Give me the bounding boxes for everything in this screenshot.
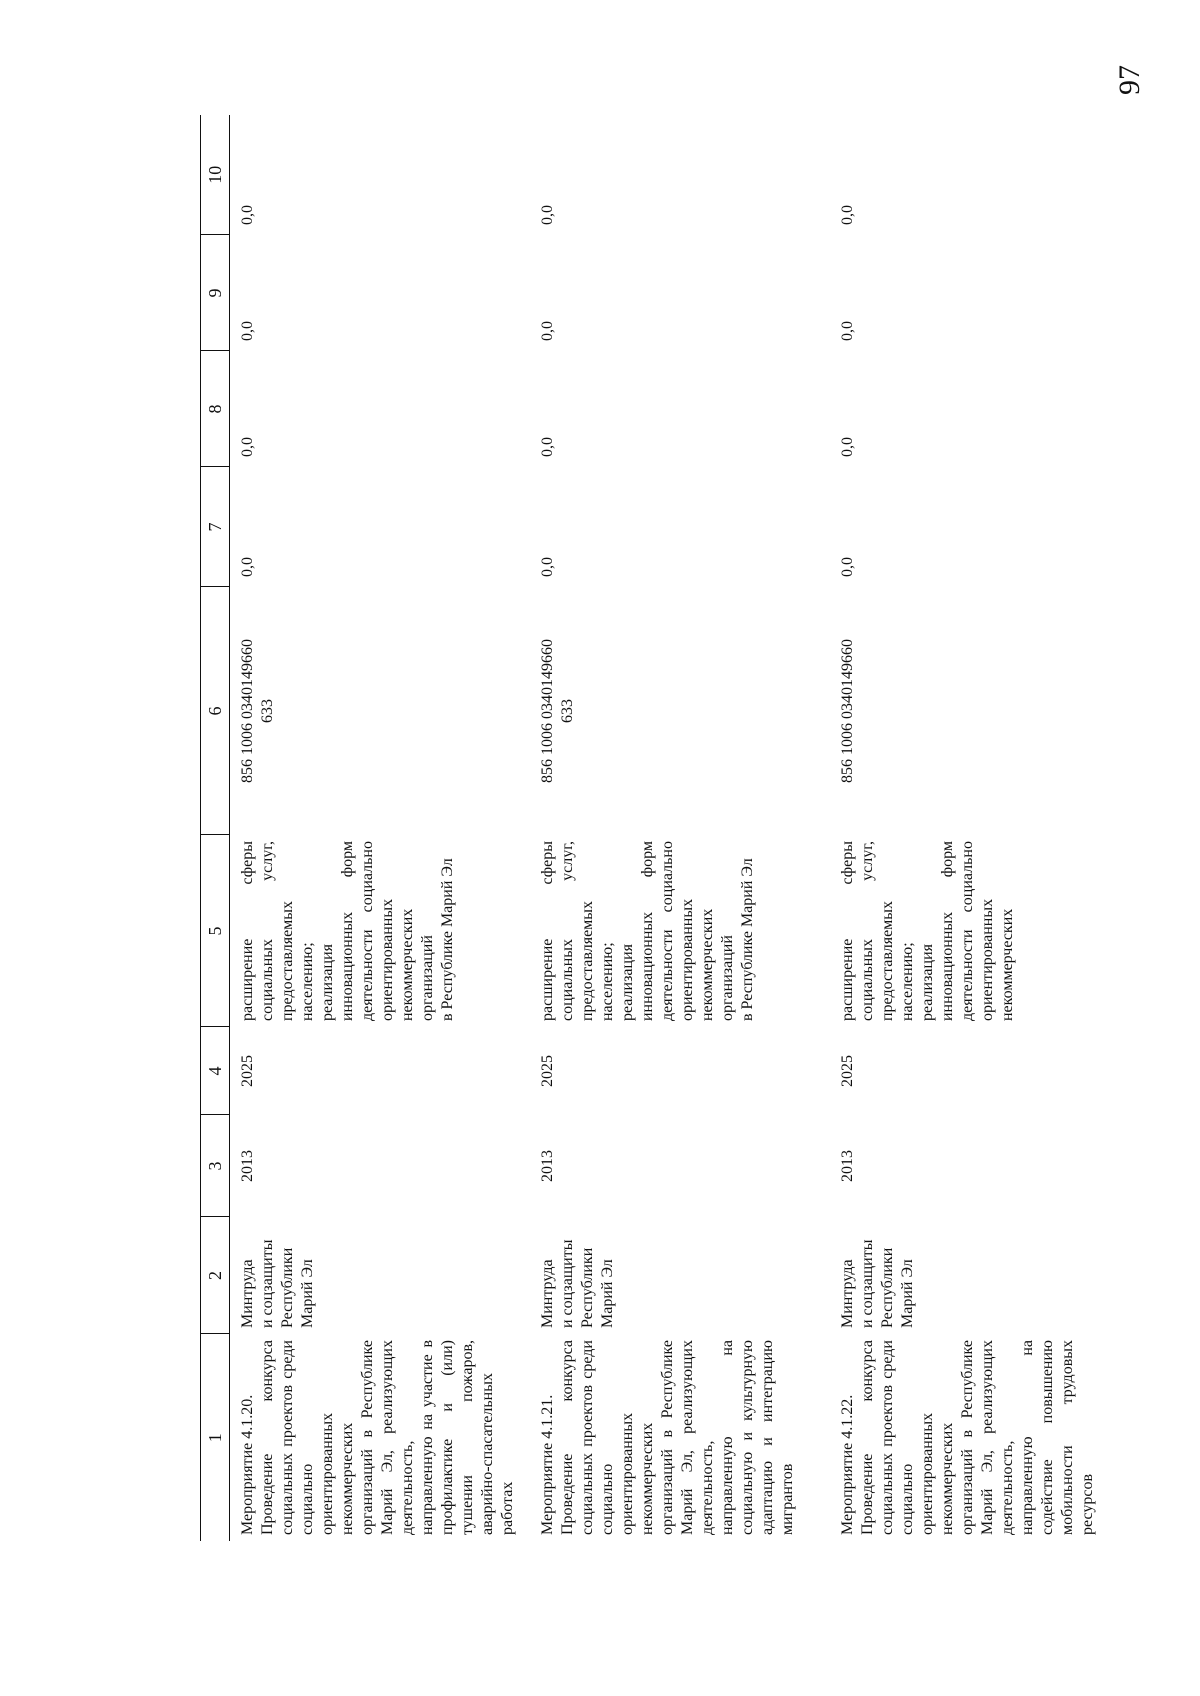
value-col-9: 0,0 <box>538 321 556 341</box>
executor: Минтруда и соцзащиты Республики Марий Эл <box>538 1239 616 1328</box>
header-col-10: 10 <box>201 115 230 235</box>
activity-description: Мероприятие 4.1.20. Проведение конкурса социальных проектов среди социально ориентированных некоммерческих организаций в Республике Марий Эл, реализующих деятельность, направленную на участие в профилактике и (или) тушении пожаров, аварийно-спасательных работах <box>239 1340 516 1535</box>
value-col-10: 0,0 <box>239 205 256 225</box>
page-number: 97 <box>1113 65 1146 95</box>
header-col-5: 5 <box>201 835 230 1027</box>
header-col-3: 3 <box>201 1115 230 1217</box>
header-col-6: 6 <box>201 587 230 835</box>
executor: Минтруда и соцзащиты Республики Марий Эл <box>239 1239 316 1328</box>
value-col-8: 0,0 <box>538 437 556 457</box>
header-col-8: 8 <box>201 351 230 467</box>
header-col-1: 1 <box>201 1334 230 1541</box>
header-col-2: 2 <box>201 1217 230 1334</box>
value-col-9: 0,0 <box>239 321 256 341</box>
expected-result: расширение сферы социальных услуг, предоставляемых населению; реализация инновационных форм деятельности социально ориентированных некоммерческих <box>838 841 1016 1021</box>
end-year: 2025 <box>838 1055 856 1087</box>
activity-description: Мероприятие 4.1.21. Проведение конкурса социальных проектов среди социально ориентированных некоммерческих организаций в Республике Марий Эл, реализующих деятельность, направленную на социальную и культурную адаптацию и интеграцию мигрантов <box>538 1340 796 1535</box>
budget-code: 856 1006 0340149660 633 <box>239 639 276 783</box>
value-col-10: 0,0 <box>538 205 556 225</box>
table-row <box>530 115 830 1541</box>
header-col-9: 9 <box>201 235 230 351</box>
value-col-8: 0,0 <box>239 437 256 457</box>
value-col-7: 0,0 <box>239 557 256 577</box>
budget-code: 856 1006 0340149660 633 <box>538 639 576 783</box>
value-col-8: 0,0 <box>838 437 856 457</box>
header-col-4: 4 <box>201 1027 230 1115</box>
value-col-9: 0,0 <box>838 321 856 341</box>
start-year: 2013 <box>838 1150 856 1182</box>
end-year: 2025 <box>239 1055 256 1087</box>
header-col-7: 7 <box>201 467 230 587</box>
value-col-7: 0,0 <box>838 557 856 577</box>
header-row <box>201 115 230 1541</box>
executor: Минтруда и соцзащиты Республики Марий Эл <box>838 1239 916 1328</box>
table-row <box>830 115 1098 1541</box>
end-year: 2025 <box>538 1055 556 1087</box>
start-year: 2013 <box>239 1150 256 1182</box>
budget-code: 856 1006 0340149660 <box>838 639 856 783</box>
expected-result: расширение сферы социальных услуг, предоставляемых населению; реализация инновационных форм деятельности социально ориентированных некоммерческих организаций в Республике Марий Эл <box>239 841 456 1021</box>
activity-description: Мероприятие 4.1.22. Проведение конкурса социальных проектов среди социально ориентированных некоммерческих организаций в Республике Марий Эл, реализующих деятельность, направленную на содействие повышению мобильности трудовых ресурсов <box>838 1340 1096 1535</box>
start-year: 2013 <box>538 1150 556 1182</box>
table-row <box>230 115 530 1541</box>
program-table <box>200 115 1098 1541</box>
expected-result: расширение сферы социальных услуг, предоставляемых населению; реализация инновационных форм деятельности социально ориентированных некоммерческих организаций в Республике Марий Эл <box>538 841 756 1021</box>
value-col-7: 0,0 <box>538 557 556 577</box>
value-col-10: 0,0 <box>838 205 856 225</box>
